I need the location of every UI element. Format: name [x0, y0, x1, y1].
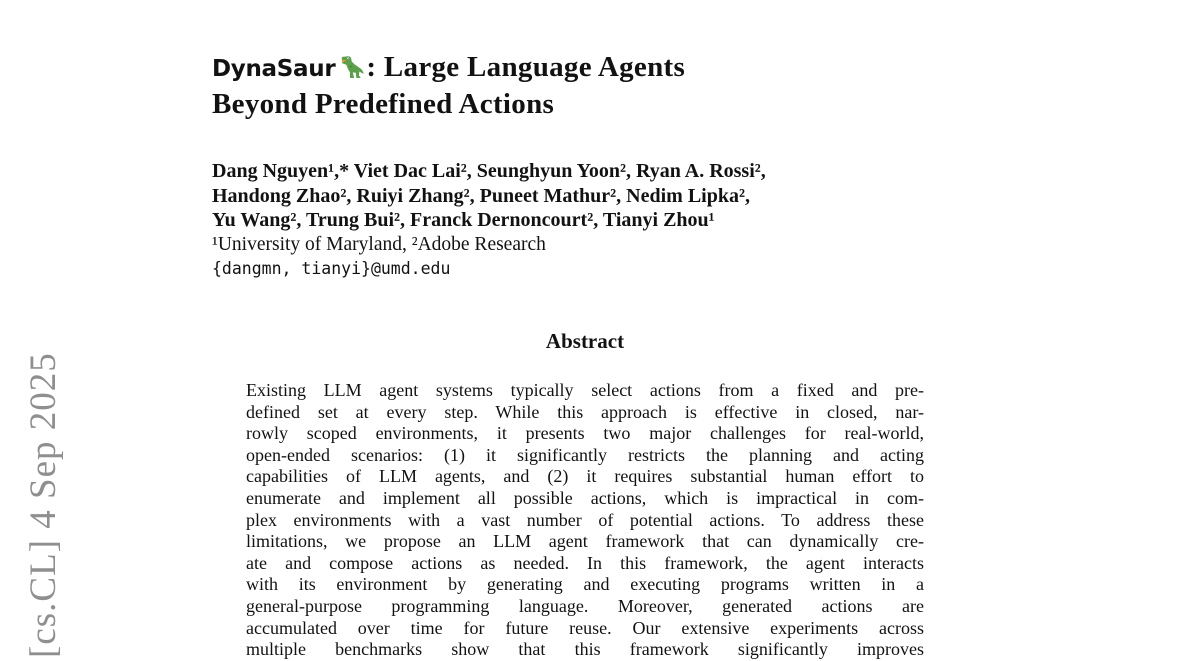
author-line-1: Dang Nguyen¹,* Viet Dac Lai², Seunghyun Yoon², Ryan A. Rossi², — [212, 160, 766, 182]
affiliations-line: ¹University of Maryland, ²Adobe Research — [212, 233, 546, 255]
dynasaur-logo-text: DynaSaur — [212, 56, 336, 82]
contact-email: {dangmn, tianyi}@umd.edu — [212, 259, 451, 278]
abstract-line: accumulated over time for future reuse. Our extensive experiments across — [246, 617, 924, 638]
arxiv-sidebar-watermark: [cs.CL] 4 Sep 2025 — [23, 352, 64, 658]
title-line1-rest: : Large Language Agents — [366, 51, 686, 83]
author-block — [212, 159, 766, 281]
abstract-line: open-ended scenarios: (1) it significantly restricts the planning and acting — [246, 444, 924, 465]
t-rex-icon — [339, 54, 365, 80]
abstract-line: defined set at every step. While this approach is effective in closed, nar- — [246, 401, 924, 422]
abstract-text — [246, 380, 924, 661]
abstract-line: enumerate and implement all possible actions, which is impractical in com- — [246, 487, 924, 508]
abstract-line: general-purpose programming language. Moreover, generated actions are — [246, 595, 924, 616]
abstract-line: multiple benchmarks show that this framework significantly improves — [246, 639, 924, 660]
abstract-line: limitations, we propose an LLM agent framework that can dynamically cre- — [246, 531, 924, 552]
abstract-line: capabilities of LLM agents, and (2) it requires substantial human effort to — [246, 466, 924, 487]
title-block — [212, 50, 685, 122]
abstract-line: ate and compose actions as needed. In this framework, the agent interacts — [246, 552, 924, 573]
abstract-line: Existing LLM agent systems typically select actions from a fixed and pre- — [246, 380, 924, 400]
author-line-2: Handong Zhao², Ruiyi Zhang², Puneet Mathur², Nedim Lipka², — [212, 184, 750, 207]
title-line2: Beyond Predefined Actions — [212, 88, 555, 120]
paper-title — [212, 50, 685, 122]
abstract-line: rowly scoped environments, it presents two major challenges for real-world, — [246, 423, 924, 444]
abstract-line: plex environments with a vast number of potential actions. To address these — [246, 509, 924, 530]
author-line-3: Yu Wang², Trung Bui², Franck Dernoncourt², Tianyi Zhou¹ — [212, 209, 715, 231]
abstract-heading: Abstract — [545, 329, 625, 353]
abstract-line: with its environment by generating and executing programs written in a — [246, 574, 924, 595]
